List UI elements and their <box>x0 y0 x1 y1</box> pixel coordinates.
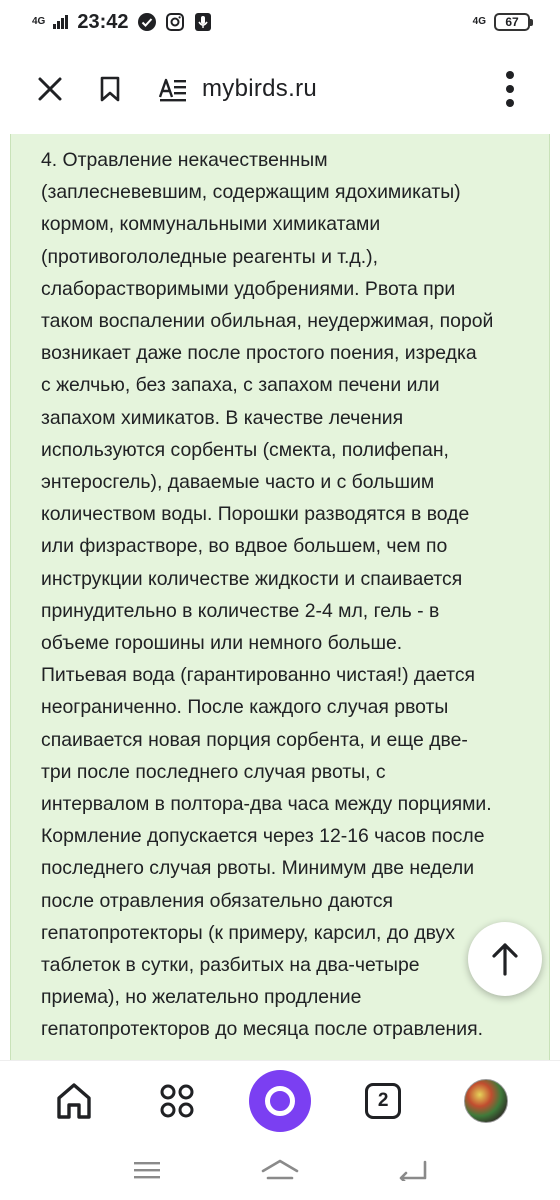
more-vertical-icon <box>505 71 515 107</box>
grid-icon <box>159 1083 195 1119</box>
system-navigation-bar <box>0 1140 560 1200</box>
instagram-icon <box>165 12 185 32</box>
scroll-to-top-button[interactable] <box>468 922 542 996</box>
services-button[interactable] <box>141 1065 213 1137</box>
bookmark-button[interactable] <box>80 59 140 119</box>
alice-ring <box>265 1086 295 1116</box>
profile-button[interactable] <box>450 1065 522 1137</box>
network-indicator: 4G <box>32 16 46 27</box>
check-circle-icon <box>137 12 157 32</box>
tabs-button[interactable] <box>347 1065 419 1137</box>
close-button[interactable] <box>20 59 80 119</box>
system-home-button[interactable] <box>255 1150 305 1190</box>
menu-button[interactable] <box>480 59 540 119</box>
battery-indicator <box>494 13 530 31</box>
article-content <box>10 134 550 1060</box>
address-bar[interactable] <box>158 75 317 103</box>
avatar <box>464 1079 508 1123</box>
microphone-icon <box>193 12 213 32</box>
browser-bottom-nav <box>0 1060 560 1140</box>
article-text: 4. Отравление некачественным (заплесневевшим, содержащим ядохимикаты) кормом, коммунальными химикатами (противогололедные реагенты и т.д.), слаборастворимыми удобрениями. Рвота при таком воспалении обильная, неудержимая, порой возникает даже после простого поения, изредка с желчью, без запаха, с запахом печени или запахом химикатов. В качестве лечения используются сорбенты (смекта, полифепан, энтеросгель), даваемые часто и с большим количеством воды. Порошки разводятся в воде или физрастворе, во вдвое большем, чем по инструкции количестве жидкости и спаивается принудительно в количестве 2-4 мл, гель - в объеме горошины или немного больше. Питьевая вода (гарантированно чистая!) дается неограниченно. После каждого случая рвоты спаивается новая порция сорбента, и еще две- три после последнего случая рвоты, с интервалом в полтора-два часа между порциями. Кормление допускается через 12-16 часов после последнего случая рвоты. Минимум две недели после отравления обязательно даются гепатопротекторы (к примеру, карсил, до двух таблеток в сутки, разбитых на два-четыре приема), но желательно продление гепатопротекторов до месяца после отравления. <box>41 149 494 1041</box>
status-right <box>473 13 530 31</box>
status-bar <box>0 0 560 44</box>
system-back-button[interactable] <box>388 1150 438 1190</box>
home-icon <box>54 1081 94 1121</box>
url-text[interactable]: mybirds.ru <box>202 75 318 102</box>
arrow-up-icon <box>490 941 520 977</box>
house-outline-icon <box>260 1159 300 1181</box>
reader-mode-icon <box>158 76 188 102</box>
bookmark-icon <box>98 75 122 103</box>
alice-icon <box>249 1070 311 1132</box>
battery-level: 67 <box>505 15 519 29</box>
home-button[interactable] <box>38 1065 110 1137</box>
menu-lines-icon <box>133 1160 161 1180</box>
browser-toolbar <box>0 44 560 134</box>
back-icon <box>398 1159 428 1181</box>
signal-icon <box>53 15 69 29</box>
network-indicator-right: 4G <box>472 16 486 27</box>
recent-apps-button[interactable] <box>122 1150 172 1190</box>
close-icon <box>36 75 64 103</box>
status-left <box>32 11 213 34</box>
tabs-count-badge: 2 <box>365 1083 401 1119</box>
alice-assistant-button[interactable] <box>244 1065 316 1137</box>
clock: 23:42 <box>77 10 129 33</box>
